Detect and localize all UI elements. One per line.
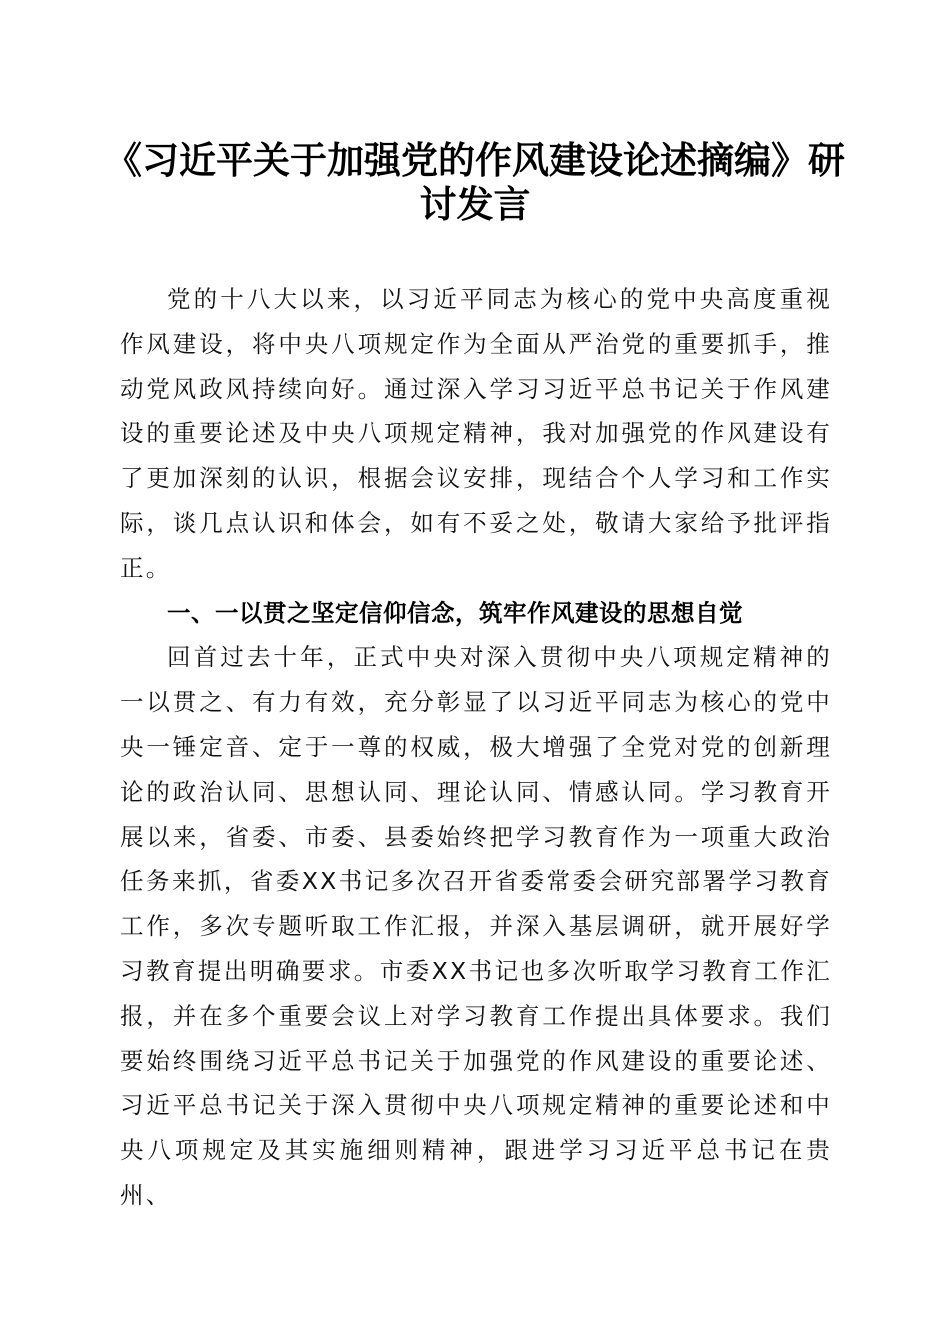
document-title: 《习近平关于加强党的作风建设论述摘编》研讨发言 [105,138,845,226]
intro-paragraph: 党的十八大以来，以习近平同志为核心的党中央高度重视作风建设，将中央八项规定作为全面从严治党的重要抓手，推动党风政风持续向好。通过深入学习习近平总书记关于作风建设的重要论述及中央八项规定精神，我对加强党的作风建设有了更加深刻的认识，根据会议安排，现结合个人学习和工作实际，谈几点认识和体会，如有不妥之处，敬请大家给予批评指正。 [120,285,832,582]
section-paragraph: 回首过去十年，正式中央对深入贯彻中央八项规定精神的一以贯之、有力有效，充分彰显了以习近平同志为核心的党中央一锤定音、定于一尊的权威，极大增强了全党对党的创新理论的政治认同、思想认同、理论认同、情感认同。学习教育开展以来，省委、市委、县委始终把学习教育作为一项重大政治任务来抓，省委XX书记多次召开省委常委会研究部署学习教育工作，多次专题听取工作汇报，并深入基层调研，就开展好学习教育提出明确要求。市委XX书记也多次听取学习教育工作汇报，并在多个重要会议上对学习教育工作提出具体要求。我们要始终围绕习近平总书记关于加强党的作风建设的重要论述、习近平总书记关于深入贯彻中央八项规定精神的重要论述和中央八项规定及其实施细则精神，跟进学习习近平总书记在贵州、 [120,643,832,1209]
document-body [120,277,832,1218]
section-heading: 一、一以贯之坚定信仰信念，筑牢作风建设的思想自觉 [167,598,743,627]
